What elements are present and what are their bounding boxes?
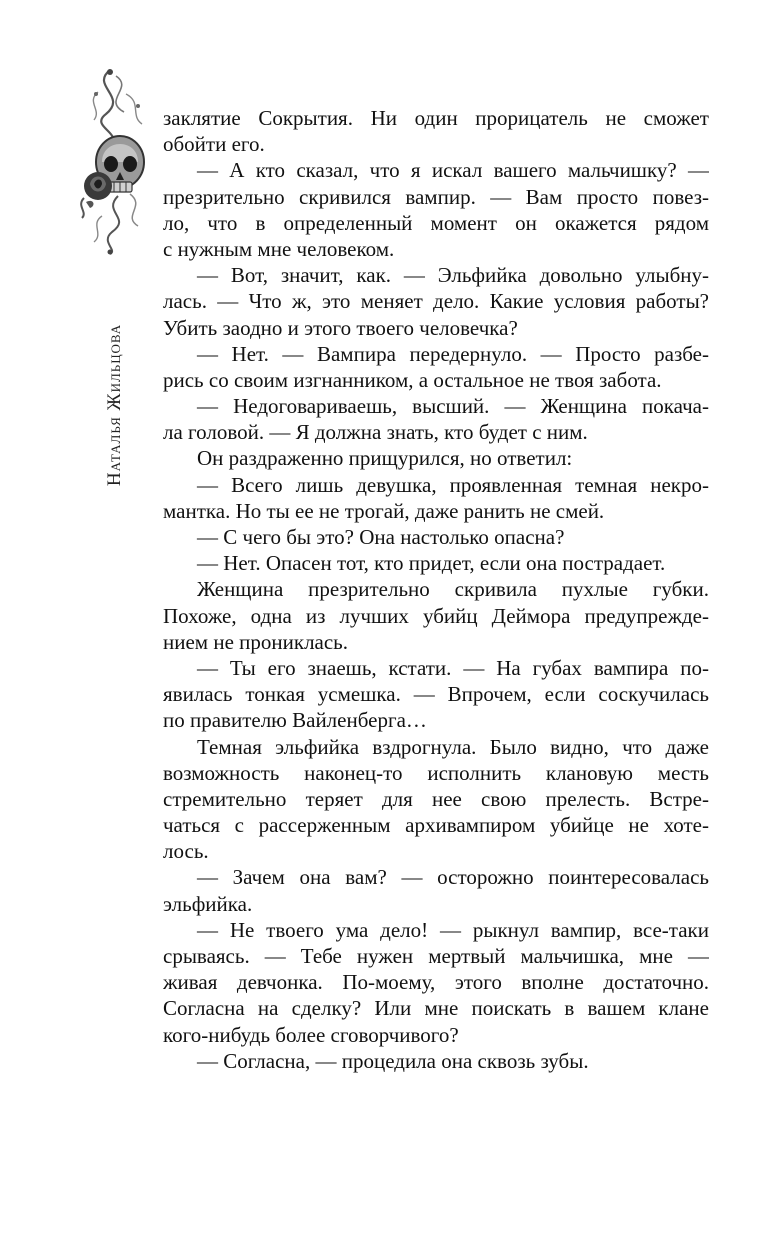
- text-line: — Согласна, — процедила она сквозь зубы.: [197, 1048, 589, 1073]
- text-line: заклятие Сокрытия. Ни один прорицатель не сможет: [163, 106, 709, 130]
- text-line: — Нет. Опасен тот, кто придет, если она пострадает.: [197, 551, 666, 576]
- text-line: — Вот, значит, как. — Эльфийка довольно улыбну-: [197, 263, 709, 288]
- skull-rose-ornament-icon: [72, 66, 154, 256]
- text-line: — Не твоего ума дело! — рыкнул вампир, все-таки: [197, 917, 709, 942]
- text-line: Убить заодно и этого твоего человечка?: [163, 315, 518, 340]
- text-line: — Ты его знаешь, кстати. — На губах вампира по-: [197, 655, 709, 680]
- text-line: Похоже, одна из лучших убийц Деймора предупрежде-: [163, 603, 709, 628]
- text-line: стремительно теряет для нее свою прелесть. Встре-: [163, 786, 709, 811]
- text-line: мантка. Но ты ее не трогай, даже ранить не смей.: [163, 498, 605, 523]
- text-line: чаться с рассерженным архивампиром убийце не хоте-: [163, 813, 709, 838]
- text-line: презрительно скривился вампир. — Вам просто повез-: [163, 184, 709, 209]
- text-line: — А кто сказал, что я искал вашего мальчишку? —: [197, 158, 709, 183]
- text-line: лось.: [163, 839, 209, 864]
- text-line: нием не прониклась.: [163, 629, 349, 654]
- text-line: — Недоговариваешь, высший. — Женщина покача-: [197, 394, 709, 419]
- text-line: обойти его.: [163, 132, 265, 157]
- text-line: — Нет. — Вампира передернуло. — Просто разбе-: [197, 341, 709, 366]
- text-line: Согласна на сделку? Или мне поискать в вашем клане: [163, 996, 709, 1021]
- text-line: рись со своим изгнанником, а остальное не твоя забота.: [163, 367, 662, 392]
- text-line: Он раздраженно прищурился, но ответил:: [197, 446, 573, 471]
- text-line: ла головой. — Я должна знать, кто будет с ним.: [163, 420, 588, 445]
- text-line: Темная эльфийка вздрогнула. Было видно, что даже: [197, 734, 709, 759]
- text-line: лась. — Что ж, это меняет дело. Какие условия работы?: [163, 289, 709, 314]
- text-line: — Зачем она вам? — осторожно поинтересовалась: [197, 865, 709, 890]
- text-line: с нужным мне человеком.: [163, 236, 395, 261]
- text-line: кого-нибудь более сговорчивого?: [163, 1022, 459, 1047]
- text-line: — Всего лишь девушка, проявленная темная некро-: [197, 472, 709, 497]
- text-line: возможность наконец-то исполнить клановую месть: [163, 760, 709, 785]
- text-line: явилась тонкая усмешка. — Впрочем, если соскучилась: [163, 682, 709, 707]
- text-line: срываясь. — Тебе нужен мертвый мальчишка, мне —: [163, 944, 709, 968]
- text-line: Женщина презрительно скривила пухлые губки.: [197, 577, 709, 602]
- text-line: ло, что в определенный момент он окажется рядом: [163, 210, 709, 235]
- text-line: по правителю Вайленберга…: [163, 708, 427, 733]
- running-head-text: Наталья Жильцова: [104, 323, 126, 487]
- text-line: — С чего бы это? Она настолько опасна?: [197, 525, 565, 549]
- ornament-graphic: [72, 66, 154, 256]
- text-line: живая девчонка. По-моему, этого вполне достаточно.: [163, 970, 709, 995]
- running-head-author: [100, 310, 130, 500]
- body-text: [163, 105, 709, 1074]
- text-line: эльфийка.: [163, 891, 253, 916]
